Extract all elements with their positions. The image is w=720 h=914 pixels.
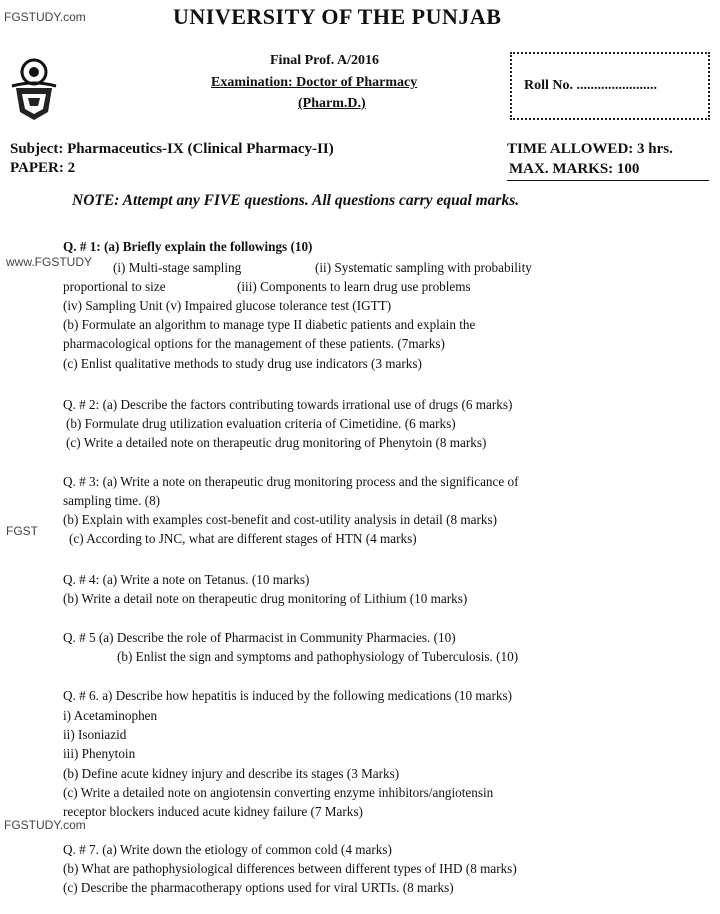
watermark-q6: FGSTUDY.com [4,818,86,832]
q2-part-a: Q. # 2: (a) Describe the factors contributing towards irrational use of drugs (6 marks) [63,397,513,412]
q4-part-a: Q. # 4: (a) Write a note on Tetanus. (10 marks) [63,572,310,587]
q1-items-iv-v: (iv) Sampling Unit (v) Impaired glucose tolerance test (IGTT) [63,298,392,313]
divider [507,180,709,181]
exam-name: Examination: Doctor of Pharmacy [211,75,418,90]
paper-number: PAPER: 2 [10,160,76,176]
q7-part-b: (b) What are pathophysiological differences between different types of IHD (8 marks) [63,861,517,876]
q3-part-c: (c) According to JNC, what are different stages of HTN (4 marks) [69,531,417,546]
university-title: UNIVERSITY OF THE PUNJAB [173,4,502,29]
q1-item-ii-cont: proportional to size [63,279,166,294]
q1-item-iii: (iii) Components to learn drug use problems [237,279,471,294]
q5-part-a: Q. # 5 (a) Describe the role of Pharmacist in Community Pharmacies. (10) [63,630,456,645]
q1-heading: Q. # 1: (a) Briefly explain the followings (10) [63,239,313,254]
q1-item-ii: (ii) Systematic sampling with probability [315,260,532,275]
q1-part-b-cont: pharmacological options for the management of these patients. (7marks) [63,336,445,351]
q4-part-b: (b) Write a detail note on therapeutic drug monitoring of Lithium (10 marks) [63,591,468,606]
q1-item-i: (i) Multi-stage sampling [113,260,242,275]
q1-part-c: (c) Enlist qualitative methods to study drug use indicators (3 marks) [63,356,422,371]
q6-item-ii: ii) Isoniazid [63,727,127,742]
q6-part-c-cont: receptor blockers induced acute kidney failure (7 Marks) [63,804,363,819]
watermark-q3: FGST [6,524,38,538]
q2-part-b: (b) Formulate drug utilization evaluation criteria of Cimetidine. (6 marks) [66,416,456,431]
instructions-note: NOTE: Attempt any FIVE questions. All questions carry equal marks. [72,192,520,209]
max-marks: MAX. MARKS: 100 [509,161,640,177]
q6-item-i: i) Acetaminophen [63,708,158,723]
time-allowed: TIME ALLOWED: 3 hrs. [507,141,673,157]
q7-part-a: Q. # 7. (a) Write down the etiology of common cold (4 marks) [63,842,392,857]
exam-degree: (Pharm.D.) [298,96,366,111]
exam-session: Final Prof. A/2016 [270,53,380,68]
q6-part-a: Q. # 6. a) Describe how hepatitis is induced by the following medications (10 marks) [63,688,513,703]
roll-no-label: Roll No. ....................... [524,78,657,93]
university-seal-logo [8,52,60,124]
q6-part-c: (c) Write a detailed note on angiotensin converting enzyme inhibitors/angiotensin [63,785,494,800]
watermark-q1: www.FGSTUDY [6,255,93,269]
q3-part-a-cont: sampling time. (8) [63,493,161,508]
q5-part-b: (b) Enlist the sign and symptoms and pathophysiology of Tuberculosis. (10) [117,649,519,664]
q1-part-b: (b) Formulate an algorithm to manage type II diabetic patients and explain the [63,317,476,332]
q7-part-c: (c) Describe the pharmacotherapy options used for viral URTIs. (8 marks) [63,880,454,895]
watermark-top: FGSTUDY.com [4,10,86,24]
q2-part-c: (c) Write a detailed note on therapeutic drug monitoring of Phenytoin (8 marks) [66,435,487,450]
subject: Subject: Pharmaceutics-IX (Clinical Pharmacy-II) [10,141,334,157]
q3-part-b: (b) Explain with examples cost-benefit and cost-utility analysis in detail (8 marks) [63,512,497,527]
q3-part-a: Q. # 3: (a) Write a note on therapeutic drug monitoring process and the significance of [63,474,519,489]
q6-item-iii: iii) Phenytoin [63,746,136,761]
roll-no-box [510,52,710,120]
q6-part-b: (b) Define acute kidney injury and describe its stages (3 Marks) [63,766,400,781]
